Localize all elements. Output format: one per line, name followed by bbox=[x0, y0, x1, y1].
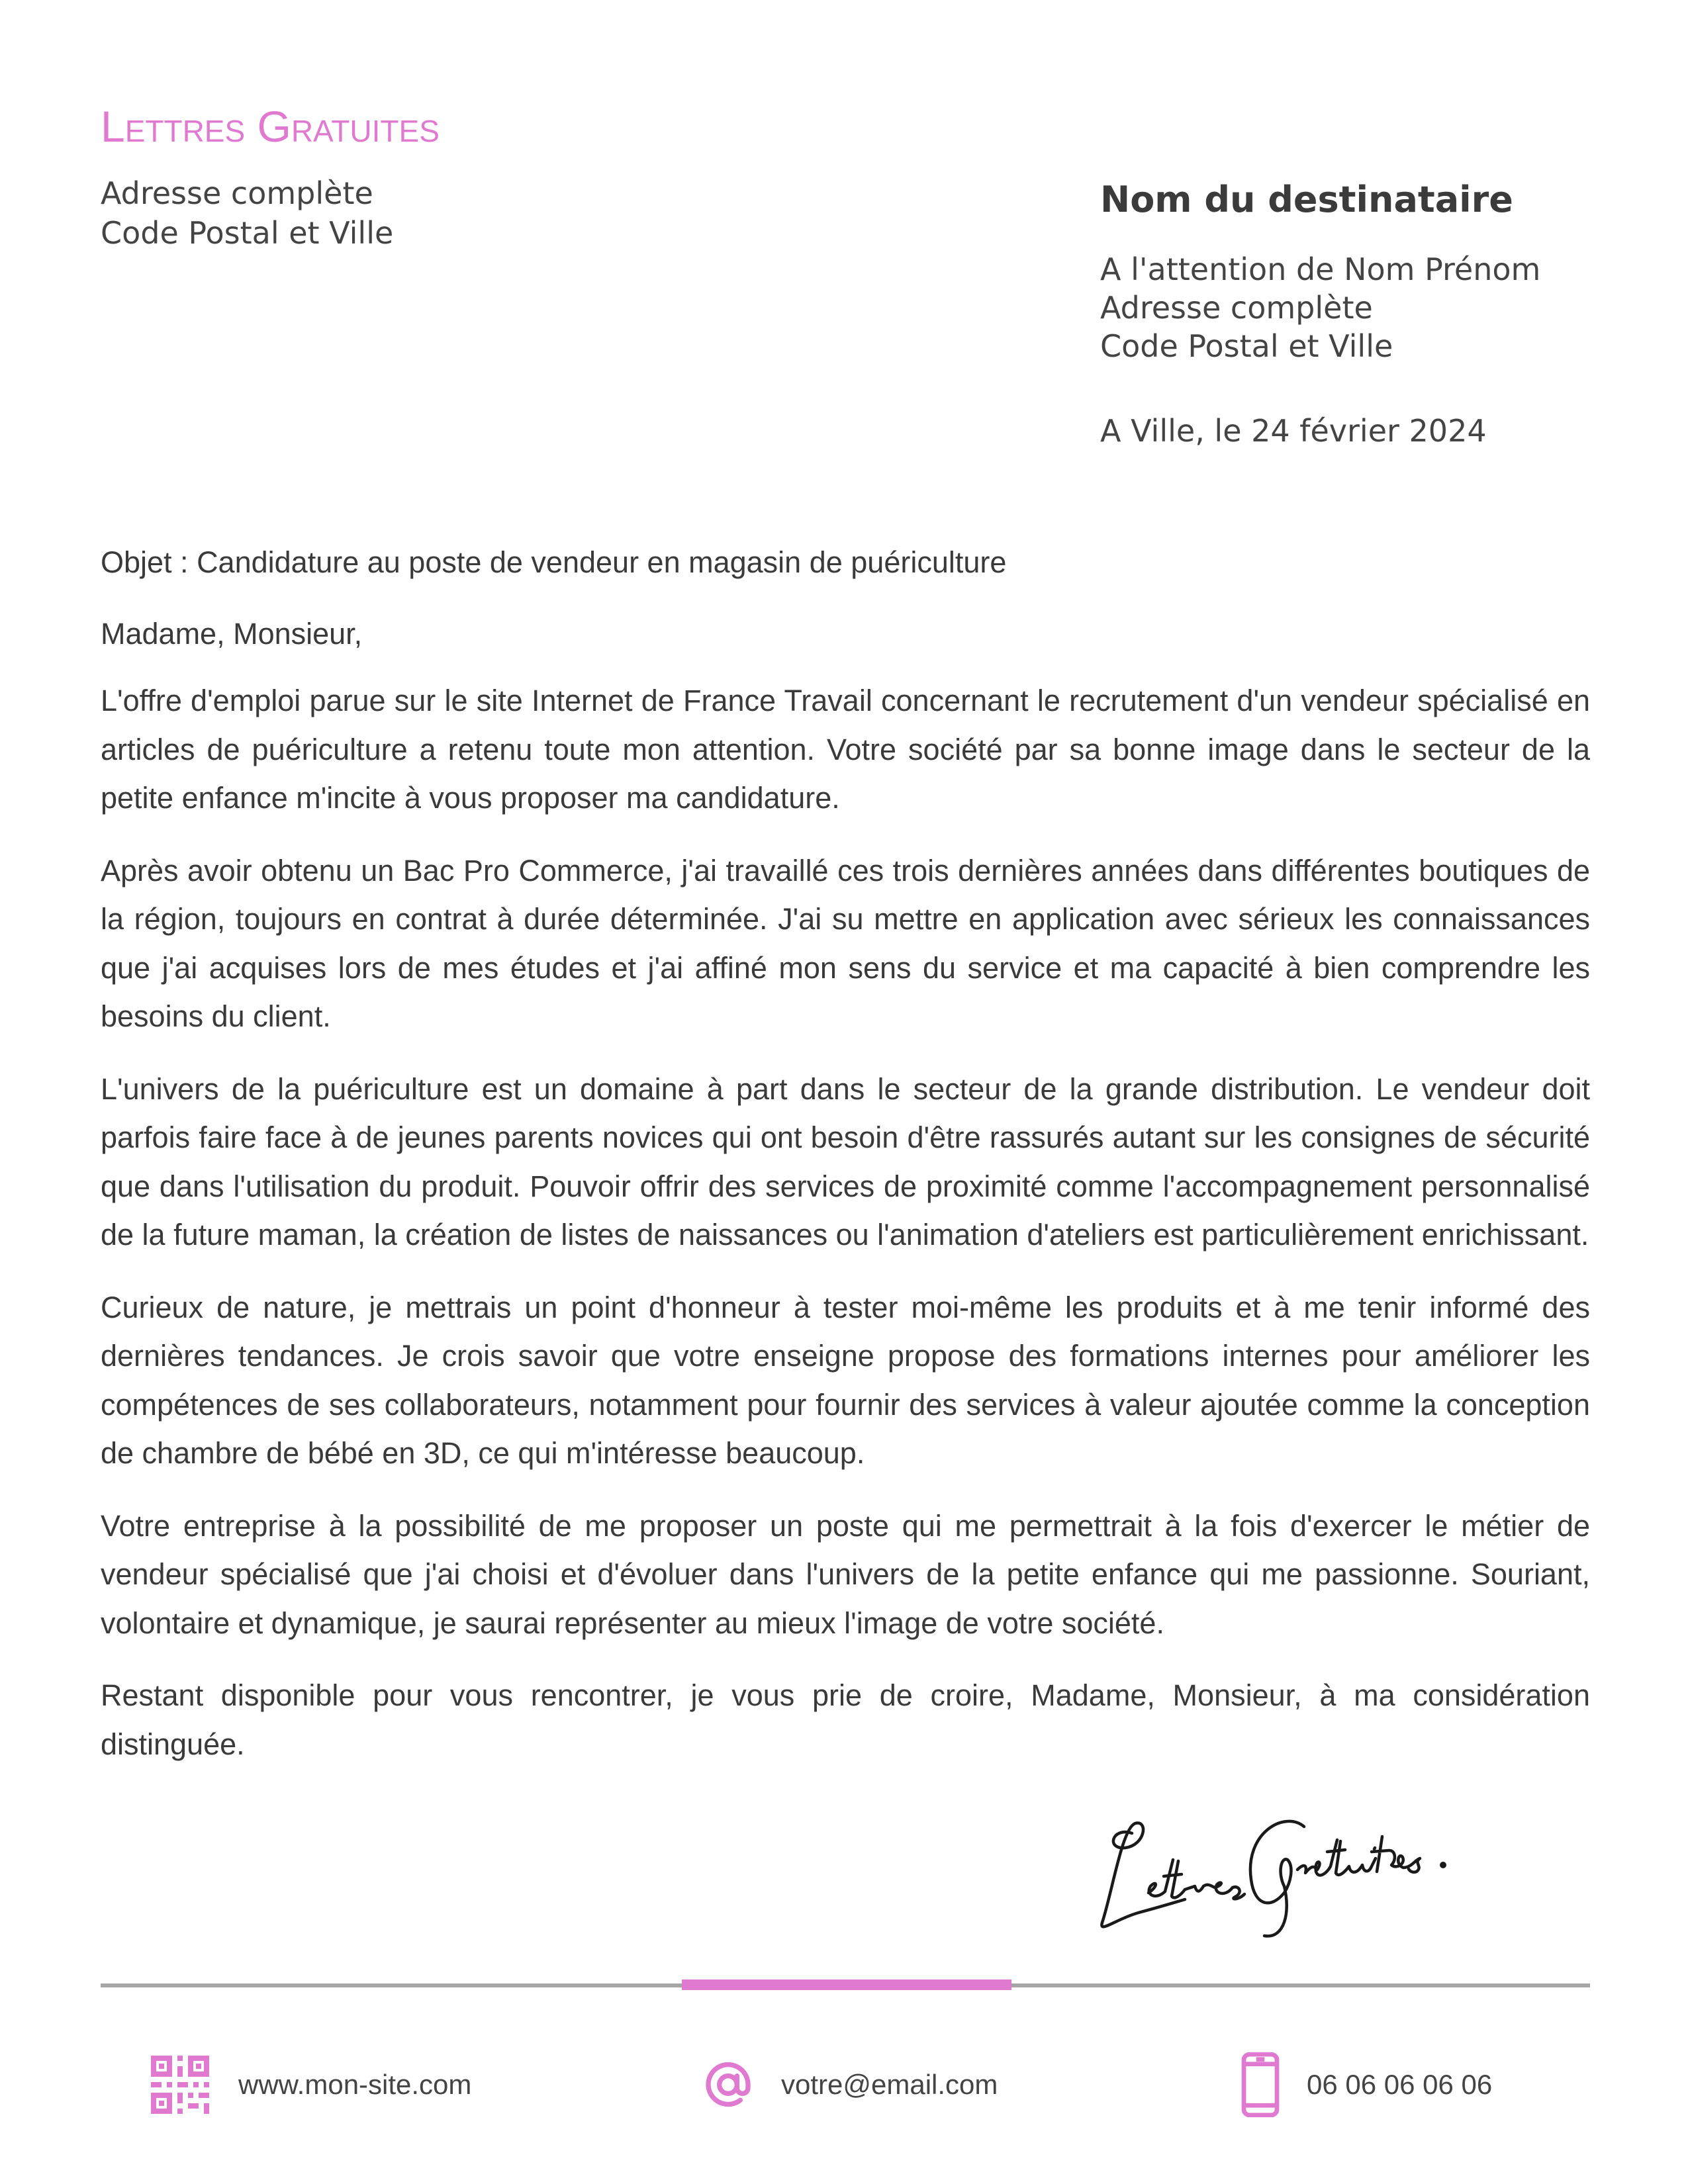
phone-number[interactable]: 06 06 06 06 06 bbox=[1307, 2069, 1493, 2100]
sender-city: Code Postal et Ville bbox=[101, 215, 394, 251]
recipient-block bbox=[1100, 176, 1540, 450]
sender-block bbox=[101, 173, 393, 253]
letter-body bbox=[101, 676, 1590, 1792]
brand-title: Lettres Gratuites bbox=[101, 102, 440, 151]
body-paragraph: Restant disponible pour vous rencontrer, je vous prie de croire, Madame, Monsieur, à ma considération distinguée. bbox=[101, 1678, 1590, 1761]
footer-phone[interactable] bbox=[1241, 2052, 1492, 2118]
footer-website[interactable] bbox=[148, 2052, 471, 2118]
email-link[interactable]: votre@email.com bbox=[781, 2069, 998, 2100]
body-paragraph: Votre entreprise à la possibilité de me proposer un poste qui me permettrait à la fois d'exercer le métier de vendeur spécialisé que j'ai choisi et d'évoluer dans l'univers de la petite enfance qui me passionne. Souriant, volontaire et dynamique, je saurai représenter au mieux l'image de votre société. bbox=[101, 1508, 1590, 1640]
phone-icon bbox=[1241, 2052, 1280, 2118]
body-paragraph: L'offre d'emploi parue sur le site Internet de France Travail concernant le recrutement d'un vendeur spécialisé en articles de puériculture a retenu toute mon attention. Votre société par sa bonne image dans le secteur de la petite enfance m'incite à vous proposer ma candidature. bbox=[101, 684, 1590, 815]
at-sign-icon bbox=[702, 2058, 755, 2111]
letter-salutation: Madame, Monsieur, bbox=[101, 617, 363, 651]
recipient-attention: A l'attention de Nom Prénom bbox=[1100, 251, 1541, 287]
signature-image bbox=[1086, 1787, 1456, 1946]
sender-address: Adresse complète bbox=[101, 175, 373, 211]
website-link[interactable]: www.mon-site.com bbox=[238, 2069, 472, 2100]
recipient-city: Code Postal et Ville bbox=[1100, 328, 1393, 364]
qr-code-icon bbox=[148, 2053, 212, 2116]
handwritten-signature bbox=[1086, 1787, 1456, 1946]
letter-subject: Objet : Candidature au poste de vendeur en magasin de puériculture bbox=[101, 545, 1007, 579]
body-paragraph: Curieux de nature, je mettrais un point d'honneur à tester moi-même les produits et à me tenir informé des dernières tendances. Je crois savoir que votre enseigne propose des formations internes pour améliorer les compétences de ses collaborateurs, notamment pour fournir des services à valeur ajoutée comme la conception de chambre de bébé en 3D, ce qui m'intéresse beaucoup. bbox=[101, 1290, 1590, 1470]
body-paragraph: Après avoir obtenu un Bac Pro Commerce, j'ai travaillé ces trois dernières années dans différentes boutiques de la région, toujours en contrat à durée déterminée. J'ai su mettre en application avec sérieux les connaissances que j'ai acquises lors de mes études et j'ai affiné mon sens du service et ma capacité à bien comprendre les besoins du client. bbox=[101, 853, 1590, 1033]
recipient-address: Adresse complète bbox=[1100, 290, 1373, 326]
recipient-name: Nom du destinataire bbox=[1100, 179, 1513, 220]
body-paragraph: L'univers de la puériculture est un domaine à part dans le secteur de la grande distribution. Le vendeur doit parfois faire face à de jeunes parents novices qui ont besoin d'être rassurés autant sur les consignes de sécurité que dans l'utilisation du produit. Pouvoir offrir des services de proximité comme l'accompagnement personnalisé de la future maman, la création de listes de naissances ou l'animation d'ateliers est particulièrement enrichissant. bbox=[101, 1071, 1590, 1251]
footer-divider-accent bbox=[682, 1979, 1011, 1990]
footer-email[interactable] bbox=[702, 2052, 998, 2118]
letter-date: A Ville, le 24 février 2024 bbox=[1100, 413, 1487, 449]
